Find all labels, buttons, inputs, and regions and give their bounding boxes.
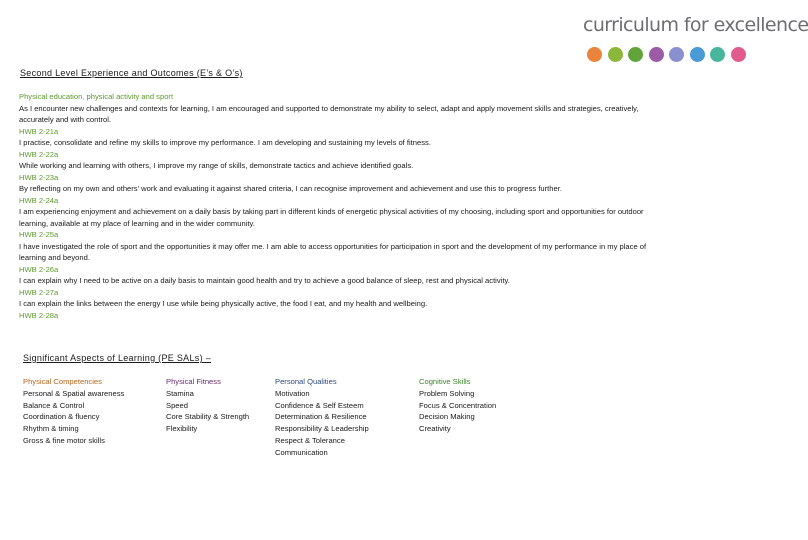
aspect-item: Stamina [166,388,194,398]
outcomes-heading: Second Level Experience and Outcomes (E’s & O’s) [20,68,243,78]
outcome-text: While working and learning with others, I improve my range of skills, demonstrate tactics and achieve identified goals. [19,161,414,170]
aspect-item: Gross & fine motor skills [23,435,105,445]
logo-text: curriculum for excellence [583,14,808,36]
aspect-item: Balance & Control [23,400,85,410]
outcome-text: I am experiencing enjoyment and achievement on a daily basis by taking part in different kinds of energetic physical activities of my choosing, including sport and opportunities for outdoor learning, available at my place of learning and in the wider community. [19,207,644,228]
aspect-item: Problem Solving [419,388,475,398]
outcome-code: HWB 2-25a [19,230,59,239]
logo-dot [587,47,602,62]
logo-dot [710,47,725,62]
aspect-item: Motivation [275,388,310,398]
outcome-text: I have investigated the role of sport and the opportunities it may offer me. I am able to access opportunities for participation in sport and the development of my performance in my place of learning and beyond. [19,241,647,262]
outcome-text: I practise, consolidate and refine my skills to improve my performance. I am developing and sustaining my levels of fitness. [19,138,431,147]
aspect-item: Decision Making [419,412,475,422]
curriculum-for-excellence-logo [583,14,808,62]
aspect-item: Communication [275,447,328,457]
outcome-code: HWB 2-28a [19,310,59,320]
logo-dot [731,47,746,62]
aspect-item: Respect & Tolerance [275,435,345,445]
outcome-code: HWB 2-24a [19,195,59,205]
aspect-column-personal-qualities [275,376,369,459]
aspect-column-cognitive-skills [419,376,496,435]
aspect-column-physical-competencies [23,376,124,447]
logo-dot [649,47,664,62]
aspect-item: Determination & Resilience [275,412,367,422]
aspect-title: Cognitive Skills [419,377,471,386]
logo-dot [608,47,623,62]
aspect-item: Core Stability & Strength [166,412,250,422]
aspect-item: Flexibility [166,424,198,434]
outcome-code: HWB 2-26a [19,264,59,274]
outcome-code: HWB 2-27a [19,287,59,297]
logo-dots [587,47,773,62]
aspect-column-physical-fitness [166,376,249,435]
logo-dot [628,47,643,62]
aspect-item: Personal & Spatial awareness [23,388,125,398]
logo-dot [690,47,705,62]
outcome-code: Physical education, physical activity and sport [19,92,174,101]
outcome-code: HWB 2-22a [19,149,59,159]
outcome-code: HWB 2-21a [19,126,59,136]
aspect-title: Physical Fitness [166,377,221,386]
aspect-item: Focus & Concentration [419,400,497,410]
aspect-item: Coordination & fluency [23,412,100,422]
outcome-text: I can explain why I need to be active on a daily basis to maintain good health and try to achieve a good balance of sleep, rest and physical activity. [19,276,510,285]
logo-dot [669,47,684,62]
aspect-title: Personal Qualities [275,377,337,386]
aspect-item: Creativity [419,424,451,434]
outcome-text: By reflecting on my own and others’ work and evaluating it against shared criteria, I can recognise improvement and achievement and use this to progress further. [19,184,562,193]
outcome-text: I can explain the links between the energy I use while being physically active, the food I eat, and my health and wellbeing. [19,299,428,308]
outcomes-list [19,91,674,321]
aspect-item: Responsibility & Leadership [275,424,369,434]
aspect-title: Physical Competencies [23,377,102,386]
aspects-heading: Significant Aspects of Learning (PE SALs) – [23,353,211,363]
outcome-code: HWB 2-23a [19,172,59,182]
outcome-text: As I encounter new challenges and contexts for learning, I am encouraged and supported to demonstrate my ability to select, adapt and apply movement skills and strategies, creatively, accurately and with control. [19,103,639,124]
aspect-item: Rhythm & timing [23,424,79,434]
aspect-item: Confidence & Self Esteem [275,400,364,410]
aspect-item: Speed [166,400,188,410]
